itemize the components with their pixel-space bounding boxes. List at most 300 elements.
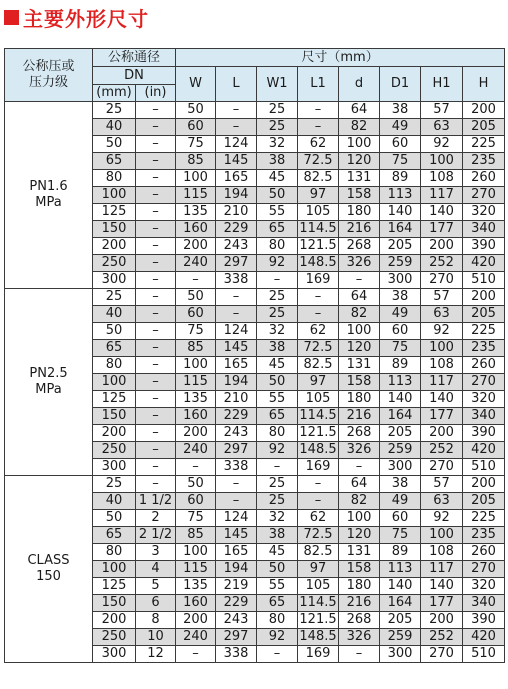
- cell-l: 229: [216, 408, 257, 425]
- cell-d: –: [339, 646, 380, 663]
- cell-dn-mm: 150: [93, 408, 136, 425]
- cell-d: 180: [339, 578, 380, 595]
- cell-dn-in: –: [136, 170, 176, 187]
- cell-l1: 114.5: [299, 221, 337, 236]
- cell-h1: 63: [421, 119, 463, 136]
- cell-w: 85: [176, 527, 216, 544]
- cell-l1: 169: [298, 459, 339, 476]
- cell-d1: 49: [380, 493, 421, 510]
- cell-l1: 148.5: [299, 255, 337, 270]
- cell-h: 205: [463, 306, 505, 323]
- cell-d: 180: [339, 204, 380, 221]
- pressure-group-label: [5, 476, 93, 663]
- cell-w: 60: [176, 493, 216, 510]
- cell-h: 320: [463, 578, 505, 595]
- cell-w: 75: [176, 136, 216, 153]
- cell-l: 229: [216, 595, 257, 612]
- cell-l: 338: [216, 272, 257, 289]
- cell-dn-in: 10: [136, 629, 176, 646]
- cell-h: 200: [463, 289, 505, 306]
- cell-d: –: [339, 272, 380, 289]
- cell-w1: 25: [257, 289, 298, 306]
- cell-w: 115: [176, 374, 216, 391]
- cell-dn-in: –: [136, 153, 176, 170]
- cell-h1: 63: [421, 493, 463, 510]
- cell-l: 124: [216, 136, 257, 153]
- cell-h1: 140: [421, 391, 463, 408]
- cell-dn-in: –: [136, 289, 176, 306]
- cell-h: 510: [463, 646, 505, 663]
- cell-d: 158: [339, 187, 380, 204]
- cell-dn-mm: 125: [93, 391, 136, 408]
- cell-d: 131: [339, 544, 380, 561]
- cell-dn-in: –: [136, 255, 176, 272]
- cell-w1: 45: [257, 170, 298, 187]
- cell-d1: 140: [380, 204, 421, 221]
- cell-w1: 25: [257, 493, 298, 510]
- cell-l: 165: [216, 170, 257, 187]
- cell-w: 115: [176, 561, 216, 578]
- table-row: [5, 289, 505, 306]
- cell-w: 50: [176, 289, 216, 306]
- cell-h: 235: [463, 527, 505, 544]
- cell-l: –: [216, 102, 257, 119]
- cell-d1: 205: [380, 612, 421, 629]
- col-header-d1: D1: [380, 67, 421, 102]
- pressure-group-line2: MPa: [35, 382, 62, 397]
- cell-d: 131: [339, 170, 380, 187]
- cell-w: –: [176, 272, 216, 289]
- col-header-l1: L1: [298, 67, 339, 102]
- cell-h1: 177: [421, 595, 463, 612]
- cell-l: 338: [216, 646, 257, 663]
- cell-l: –: [216, 119, 257, 136]
- cell-h1: 270: [421, 459, 463, 476]
- cell-dn-in: 2 1/2: [136, 527, 176, 544]
- cell-d1: 113: [380, 561, 421, 578]
- cell-l1: 114.5: [299, 595, 337, 610]
- cell-l1: –: [298, 493, 339, 510]
- pressure-group-label: [5, 289, 93, 476]
- cell-l1: 169: [298, 646, 339, 663]
- cell-w1: –: [257, 272, 298, 289]
- col-header-d: d: [339, 67, 380, 102]
- section-title: [4, 3, 149, 31]
- cell-h1: 117: [421, 187, 463, 204]
- cell-dn-mm: 25: [93, 102, 136, 119]
- table-row: [5, 476, 505, 493]
- cell-l: 229: [216, 221, 257, 238]
- pressure-group-line1: CLASS: [27, 553, 70, 568]
- cell-l: 297: [216, 255, 257, 272]
- cell-dn-in: 8: [136, 612, 176, 629]
- cell-d1: 89: [380, 544, 421, 561]
- cell-h: 205: [463, 493, 505, 510]
- cell-w: 50: [176, 476, 216, 493]
- cell-w1: 80: [257, 425, 298, 442]
- cell-d: 180: [339, 391, 380, 408]
- cell-w: 200: [176, 425, 216, 442]
- cell-w1: –: [257, 646, 298, 663]
- cell-h1: 100: [421, 527, 463, 544]
- table-header: [5, 49, 505, 102]
- cell-dn-in: –: [136, 204, 176, 221]
- cell-dn-mm: 25: [93, 476, 136, 493]
- cell-l: 194: [216, 374, 257, 391]
- cell-dn-in: –: [136, 102, 176, 119]
- cell-h: 225: [463, 323, 505, 340]
- cell-d1: 60: [380, 323, 421, 340]
- cell-dn-in: –: [136, 119, 176, 136]
- cell-w1: 25: [257, 102, 298, 119]
- cell-w1: 38: [257, 527, 298, 544]
- cell-w: 115: [176, 187, 216, 204]
- cell-l: 165: [216, 357, 257, 374]
- cell-h1: 108: [421, 170, 463, 187]
- cell-w1: 55: [257, 204, 298, 221]
- cell-h: 510: [463, 459, 505, 476]
- cell-d1: 38: [380, 102, 421, 119]
- cell-w1: 50: [257, 561, 298, 578]
- cell-l1: 62: [298, 323, 339, 340]
- cell-h1: 270: [421, 646, 463, 663]
- cell-l1: 62: [298, 136, 339, 153]
- cell-d: 216: [339, 595, 380, 612]
- cell-dn-in: 5: [136, 578, 176, 595]
- cell-l: 165: [216, 544, 257, 561]
- cell-l: 297: [216, 629, 257, 646]
- cell-h: 320: [463, 204, 505, 221]
- cell-h: 235: [463, 153, 505, 170]
- cell-h1: 252: [421, 442, 463, 459]
- pressure-header-line2: 压力级: [28, 75, 68, 90]
- cell-d1: 205: [380, 425, 421, 442]
- cell-l: 145: [216, 340, 257, 357]
- cell-l: –: [216, 476, 257, 493]
- cell-h1: 57: [421, 102, 463, 119]
- cell-dn-mm: 65: [93, 153, 136, 170]
- cell-h: 205: [463, 119, 505, 136]
- cell-h: 420: [463, 255, 505, 272]
- cell-dn-mm: 50: [93, 136, 136, 153]
- cell-dn-in: –: [136, 340, 176, 357]
- cell-dn-mm: 200: [93, 238, 136, 255]
- cell-l: 219: [216, 578, 257, 595]
- cell-d1: 38: [380, 289, 421, 306]
- cell-d1: 75: [380, 153, 421, 170]
- cell-l: –: [216, 306, 257, 323]
- cell-dn-in: 3: [136, 544, 176, 561]
- cell-h1: 117: [421, 374, 463, 391]
- cell-l: 243: [216, 238, 257, 255]
- cell-dn-mm: 300: [93, 272, 136, 289]
- cell-w: 160: [176, 595, 216, 612]
- cell-w1: 45: [257, 357, 298, 374]
- cell-d1: 60: [380, 136, 421, 153]
- cell-w1: –: [257, 459, 298, 476]
- cell-d1: 49: [380, 306, 421, 323]
- cell-w1: 80: [257, 238, 298, 255]
- cell-dn-in: –: [136, 442, 176, 459]
- cell-l1: 82.5: [298, 357, 339, 374]
- cell-h: 260: [463, 544, 505, 561]
- cell-w: 240: [176, 629, 216, 646]
- cell-dn-mm: 200: [93, 425, 136, 442]
- cell-w1: 65: [257, 595, 298, 612]
- cell-h1: 140: [421, 204, 463, 221]
- cell-l1: 62: [298, 510, 339, 527]
- cell-h1: 252: [421, 629, 463, 646]
- cell-d: 216: [339, 221, 380, 238]
- cell-l: –: [216, 493, 257, 510]
- cell-h1: 100: [421, 340, 463, 357]
- cell-dn-mm: 100: [93, 561, 136, 578]
- cell-h: 390: [463, 612, 505, 629]
- cell-h: 390: [463, 425, 505, 442]
- cell-d1: 113: [380, 374, 421, 391]
- cell-dn-in: –: [136, 425, 176, 442]
- cell-h1: 177: [421, 408, 463, 425]
- cell-h1: 108: [421, 357, 463, 374]
- cell-d1: 89: [380, 170, 421, 187]
- cell-l1: 72.5: [298, 340, 339, 357]
- cell-dn-in: –: [136, 221, 176, 238]
- cell-l1: –: [298, 102, 339, 119]
- cell-h1: 140: [421, 578, 463, 595]
- cell-h1: 92: [421, 510, 463, 527]
- cell-dn-mm: 150: [93, 221, 136, 238]
- cell-h: 270: [463, 374, 505, 391]
- cell-h1: 177: [421, 221, 463, 238]
- cell-h: 510: [463, 272, 505, 289]
- cell-dn-in: –: [136, 391, 176, 408]
- cell-dn-in: 2: [136, 510, 176, 527]
- cell-d1: 300: [380, 272, 421, 289]
- cell-w: 60: [176, 119, 216, 136]
- cell-w: 85: [176, 153, 216, 170]
- cell-dn-mm: 250: [93, 629, 136, 646]
- cell-w1: 55: [257, 578, 298, 595]
- cell-d: 100: [339, 323, 380, 340]
- cell-d1: 259: [380, 255, 421, 272]
- cell-l1: 105: [298, 578, 339, 595]
- cell-h1: 63: [421, 306, 463, 323]
- cell-dn-in: 4: [136, 561, 176, 578]
- cell-l1: –: [298, 476, 339, 493]
- cell-l1: 121.5: [299, 425, 337, 440]
- cell-dn-mm: 40: [93, 306, 136, 323]
- cell-w: 75: [176, 323, 216, 340]
- cell-d: 82: [339, 119, 380, 136]
- cell-h1: 200: [421, 425, 463, 442]
- cell-dn-mm: 40: [93, 119, 136, 136]
- cell-w: –: [176, 646, 216, 663]
- cell-d1: 113: [380, 187, 421, 204]
- cell-dn-in: 6: [136, 595, 176, 612]
- cell-d1: 75: [380, 340, 421, 357]
- cell-w1: 38: [257, 340, 298, 357]
- pressure-header-line1: 公称压或: [22, 59, 75, 74]
- cell-d: 326: [339, 629, 380, 646]
- cell-l1: 72.5: [298, 153, 339, 170]
- cell-w: 100: [176, 170, 216, 187]
- cell-dn-mm: 65: [93, 340, 136, 357]
- unit-in: (in): [136, 85, 176, 102]
- cell-d: 268: [339, 612, 380, 629]
- col-header-w1: W1: [257, 67, 298, 102]
- cell-dn-in: –: [136, 238, 176, 255]
- cell-dn-in: –: [136, 136, 176, 153]
- cell-h1: 92: [421, 323, 463, 340]
- cell-dn-in: 1 1/2: [136, 493, 176, 510]
- cell-w1: 32: [257, 136, 298, 153]
- cell-w1: 45: [257, 544, 298, 561]
- table-row: [5, 102, 505, 119]
- cell-h: 270: [463, 187, 505, 204]
- cell-dn-mm: 250: [93, 442, 136, 459]
- cell-h1: 108: [421, 544, 463, 561]
- cell-dn-mm: 125: [93, 578, 136, 595]
- cell-d: 64: [339, 289, 380, 306]
- cell-l1: 169: [298, 272, 339, 289]
- cell-h: 260: [463, 357, 505, 374]
- cell-l1: 105: [298, 391, 339, 408]
- cell-dn-in: 12: [136, 646, 176, 663]
- cell-h: 200: [463, 102, 505, 119]
- cell-l1: 114.5: [299, 408, 337, 423]
- cell-w: 135: [176, 578, 216, 595]
- cell-dn-mm: 80: [93, 544, 136, 561]
- dimension-header: 尺寸（mm）: [176, 49, 505, 67]
- cell-dn-mm: 250: [93, 255, 136, 272]
- cell-h: 340: [463, 408, 505, 425]
- cell-d1: 49: [380, 119, 421, 136]
- dimension-table: [4, 48, 505, 663]
- cell-d: 158: [339, 374, 380, 391]
- cell-d1: 89: [380, 357, 421, 374]
- cell-h: 340: [463, 221, 505, 238]
- cell-dn-mm: 200: [93, 612, 136, 629]
- cell-h: 270: [463, 561, 505, 578]
- cell-l: 194: [216, 187, 257, 204]
- cell-l1: 97: [298, 374, 339, 391]
- cell-d1: 140: [380, 578, 421, 595]
- cell-dn-mm: 300: [93, 646, 136, 663]
- cell-d1: 140: [380, 391, 421, 408]
- cell-h1: 200: [421, 612, 463, 629]
- cell-w: –: [176, 459, 216, 476]
- cell-l1: 97: [298, 187, 339, 204]
- cell-w: 135: [176, 204, 216, 221]
- cell-l1: 105: [298, 204, 339, 221]
- cell-w1: 92: [257, 629, 298, 646]
- col-header-w: W: [176, 67, 216, 102]
- cell-w1: 25: [257, 306, 298, 323]
- cell-w: 60: [176, 306, 216, 323]
- cell-dn-in: –: [136, 374, 176, 391]
- cell-h1: 57: [421, 289, 463, 306]
- cell-dn-mm: 80: [93, 357, 136, 374]
- cell-w1: 55: [257, 391, 298, 408]
- pressure-header: [5, 49, 93, 102]
- cell-l1: 82.5: [298, 544, 339, 561]
- cell-d: 268: [339, 238, 380, 255]
- cell-l: 243: [216, 425, 257, 442]
- cell-l1: 121.5: [299, 612, 337, 627]
- cell-d: 64: [339, 102, 380, 119]
- cell-d: 120: [339, 153, 380, 170]
- cell-d: 268: [339, 425, 380, 442]
- cell-l1: 82.5: [298, 170, 339, 187]
- cell-h: 420: [463, 442, 505, 459]
- cell-w: 200: [176, 612, 216, 629]
- cell-h: 260: [463, 170, 505, 187]
- cell-w1: 50: [257, 187, 298, 204]
- cell-w: 200: [176, 238, 216, 255]
- cell-dn-in: –: [136, 323, 176, 340]
- cell-dn-in: –: [136, 187, 176, 204]
- cell-dn-in: –: [136, 408, 176, 425]
- cell-w1: 80: [257, 612, 298, 629]
- cell-w: 135: [176, 391, 216, 408]
- cell-l1: –: [298, 306, 339, 323]
- cell-d1: 38: [380, 476, 421, 493]
- col-header-h1: H1: [421, 67, 463, 102]
- cell-w1: 65: [257, 221, 298, 238]
- col-header-l: L: [216, 67, 257, 102]
- cell-l: 145: [216, 527, 257, 544]
- pressure-group-line2: 150: [36, 569, 61, 584]
- cell-d1: 164: [380, 408, 421, 425]
- cell-w: 100: [176, 544, 216, 561]
- cell-l: 124: [216, 323, 257, 340]
- unit-mm: (mm): [93, 85, 136, 102]
- cell-dn-mm: 50: [93, 510, 136, 527]
- cell-h1: 57: [421, 476, 463, 493]
- cell-l1: 148.5: [299, 629, 337, 644]
- cell-l: 210: [216, 204, 257, 221]
- cell-w: 75: [176, 510, 216, 527]
- dn-header-line2: DN: [93, 67, 176, 85]
- cell-d1: 300: [380, 459, 421, 476]
- cell-d: 100: [339, 136, 380, 153]
- cell-dn-mm: 25: [93, 289, 136, 306]
- red-square-icon: [4, 10, 19, 25]
- cell-d: 120: [339, 527, 380, 544]
- cell-h1: 252: [421, 255, 463, 272]
- cell-l1: 121.5: [299, 238, 337, 253]
- cell-dn-in: –: [136, 306, 176, 323]
- cell-dn-mm: 125: [93, 204, 136, 221]
- cell-h: 390: [463, 238, 505, 255]
- cell-w: 50: [176, 102, 216, 119]
- title-text: 主要外形尺寸: [23, 6, 149, 31]
- cell-l: 338: [216, 459, 257, 476]
- cell-w1: 50: [257, 374, 298, 391]
- cell-w1: 32: [257, 510, 298, 527]
- cell-l1: –: [298, 119, 339, 136]
- cell-dn-in: –: [136, 357, 176, 374]
- cell-dn-mm: 65: [93, 527, 136, 544]
- cell-w: 160: [176, 221, 216, 238]
- cell-d: 82: [339, 306, 380, 323]
- cell-l1: 72.5: [298, 527, 339, 544]
- cell-dn-mm: 80: [93, 170, 136, 187]
- cell-l: 210: [216, 391, 257, 408]
- cell-w: 160: [176, 408, 216, 425]
- cell-dn-in: –: [136, 459, 176, 476]
- cell-d1: 60: [380, 510, 421, 527]
